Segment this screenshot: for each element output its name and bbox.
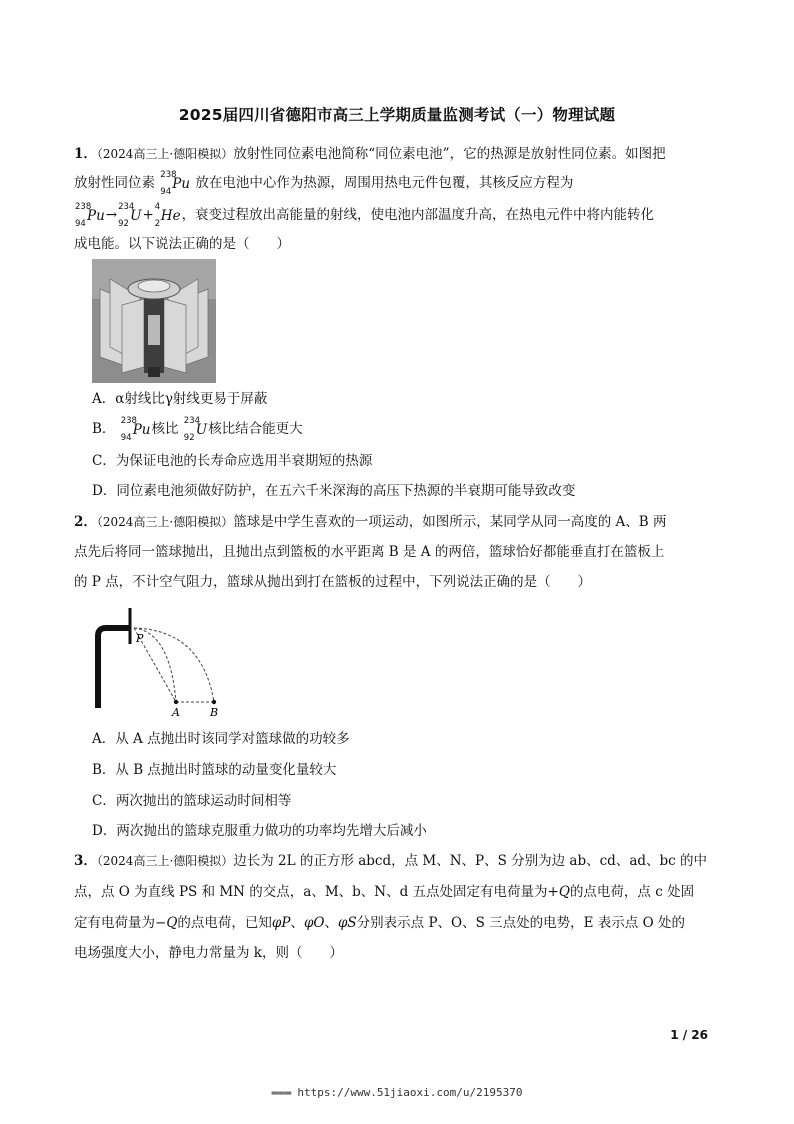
- q3-charge-q-1: Q: [558, 884, 570, 900]
- u-atomic-b: 92: [183, 432, 195, 443]
- pu-atomic-eq: 94: [75, 218, 86, 229]
- q1-text-3b: ，衰变过程放出高能量的射线，使电池内部温度升高，在热电元件中将内能转化: [181, 207, 655, 223]
- q1-number: 1．: [74, 146, 97, 162]
- q2-text-1: 篮球是中学生喜欢的一项运动，如图所示，某同学从同一高度的 A、B 两: [233, 514, 667, 530]
- q3-text-3c: 分别表示点 P、O、S 三点处的电势，E 表示点 O 处的: [356, 915, 685, 931]
- site-logo: ▬▬▬: [271, 1086, 292, 1099]
- pu-nuclide-b: [120, 415, 151, 443]
- pu-atomic-b: 94: [120, 432, 132, 443]
- q2-option-d: D．两次抛出的篮球克服重力做功的功率均先增大后减小: [92, 823, 427, 839]
- phi-p: φP: [271, 915, 291, 931]
- q2-line-2: 点先后将同一篮球抛出，且抛出点到篮板的水平距离 B 是 A 的两倍，篮球恰好都能垂直打在篮板上: [74, 544, 665, 560]
- phi-o: φO: [303, 915, 325, 931]
- q1-line-1: [74, 145, 666, 163]
- q3-line-4: 电场强度大小，静电力常量为 k，则（ ）: [74, 945, 343, 961]
- page-title: 2025届四川省德阳市高三上学期质量监测考试（一）物理试题: [178, 106, 616, 124]
- q3-number: 3．: [74, 853, 97, 869]
- u-mass-eq: 234: [118, 201, 135, 212]
- q3-line-1: [74, 852, 707, 870]
- q3-text-3b: 的点电荷，已知: [177, 915, 272, 931]
- he-mass-eq: 4: [154, 201, 161, 212]
- q1-option-a: A．α射线比γ射线更易于屏蔽: [92, 391, 268, 407]
- q1-option-b-end: 核比结合能更大: [208, 421, 303, 437]
- battery-image: [92, 259, 216, 383]
- q2-source: （2024高三上·德阳模拟）: [96, 515, 234, 529]
- q3-source: （2024高三上·德阳模拟）: [96, 854, 234, 868]
- q3-sep-1: 、: [290, 915, 304, 931]
- q3-charge-q-2: Q: [166, 915, 178, 931]
- pu-symbol: Pu: [172, 175, 191, 192]
- q2-option-b: B．从 B 点抛出时篮球的动量变化量较大: [92, 762, 337, 778]
- q2-option-c: C．两次抛出的篮球运动时间相等: [92, 793, 292, 809]
- pu-mass-eq: 238: [75, 201, 92, 212]
- pu-mass: 238: [160, 169, 177, 180]
- q1-source: （2024高三上·德阳模拟）: [96, 147, 234, 161]
- pu-mass-b: 238: [120, 415, 137, 426]
- point-b: [212, 700, 216, 704]
- point-a: [174, 700, 178, 704]
- q3-text-3a: 定有电荷量为−: [74, 915, 167, 931]
- q1-line-3: [74, 201, 655, 229]
- q2-option-a: A．从 A 点抛出时该同学对篮球做的功较多: [92, 731, 350, 747]
- label-b: B: [210, 706, 219, 719]
- q2-number: 2．: [74, 514, 97, 530]
- reaction-arrow: →: [105, 207, 118, 223]
- u-symbol-b: U: [195, 421, 208, 438]
- basketball-diagram: [90, 604, 230, 720]
- pu-nuclide-eq: [75, 201, 105, 229]
- label-a: A: [172, 706, 180, 719]
- isotope-battery-photo: [92, 259, 216, 383]
- he-symbol-eq: He: [160, 207, 181, 224]
- q3-text-2b: 的点电荷，点 c 处固: [569, 884, 695, 900]
- he-atomic-eq: 2: [154, 218, 161, 229]
- label-p: P: [136, 632, 144, 645]
- u-mass-b: 234: [183, 415, 201, 426]
- phi-s: φS: [337, 915, 357, 931]
- q1-option-d: D．同位素电池须做好防护，在五六千米深海的高压下热源的半衰期可能导致改变: [92, 483, 576, 499]
- q1-text-2b: 放在电池中心作为热源，周围用热电元件包覆，其核反应方程为: [195, 175, 574, 191]
- q1-text-1: 放射性同位素电池简称“同位素电池”，它的热源是放射性同位素。如图把: [233, 146, 666, 162]
- he-nuclide-eq: [154, 201, 181, 229]
- pu-nuclide: [160, 169, 191, 197]
- q3-sep-2: 、: [324, 915, 338, 931]
- page-number: 1 / 26: [670, 1028, 708, 1042]
- q1-option-b-label: B．: [92, 421, 116, 437]
- q3-line-2: [74, 883, 694, 901]
- pu-symbol-eq: Pu: [87, 207, 105, 224]
- hoop-post: [98, 628, 130, 708]
- trajectory-b: [134, 628, 214, 702]
- pu-symbol-b: Pu: [132, 421, 151, 438]
- page-footer: [0, 1086, 794, 1099]
- pu-atomic: 94: [160, 186, 172, 197]
- basketball-svg: [90, 604, 230, 720]
- q3-text-1: 边长为 2L 的正方形 abcd，点 M、N、P、S 分别为边 ab、cd、ad、bc 的中: [233, 853, 708, 869]
- q1-text-2a: 放射性同位素: [74, 175, 155, 191]
- q1-line-2: [74, 169, 574, 197]
- q1-option-b: [92, 415, 303, 443]
- q3-text-2a: 点，点 O 为直线 PS 和 MN 的交点，a、M、b、N、d 五点处固定有电荷量为+: [74, 884, 559, 900]
- u-nuclide-eq: [118, 201, 142, 229]
- u-atomic-eq: 92: [118, 218, 129, 229]
- q2-line-1: [74, 513, 667, 531]
- u-symbol-eq: U: [130, 207, 142, 224]
- q1-option-c: C．为保证电池的长寿命应选用半衰期短的热源: [92, 453, 373, 469]
- footer-url[interactable]: https://www.51jiaoxi.com/u/2195370: [297, 1086, 523, 1099]
- plus-sign: +: [142, 207, 154, 223]
- q3-line-3: [74, 914, 685, 932]
- q1-option-b-mid: 核比: [151, 421, 179, 437]
- q1-line-4: 成电能。以下说法正确的是（ ）: [74, 236, 290, 252]
- u-nuclide-b: [183, 415, 208, 443]
- q2-line-3: 的 P 点，不计空气阻力，篮球从抛出到打在篮板的过程中，下列说法正确的是（ ）: [74, 574, 592, 590]
